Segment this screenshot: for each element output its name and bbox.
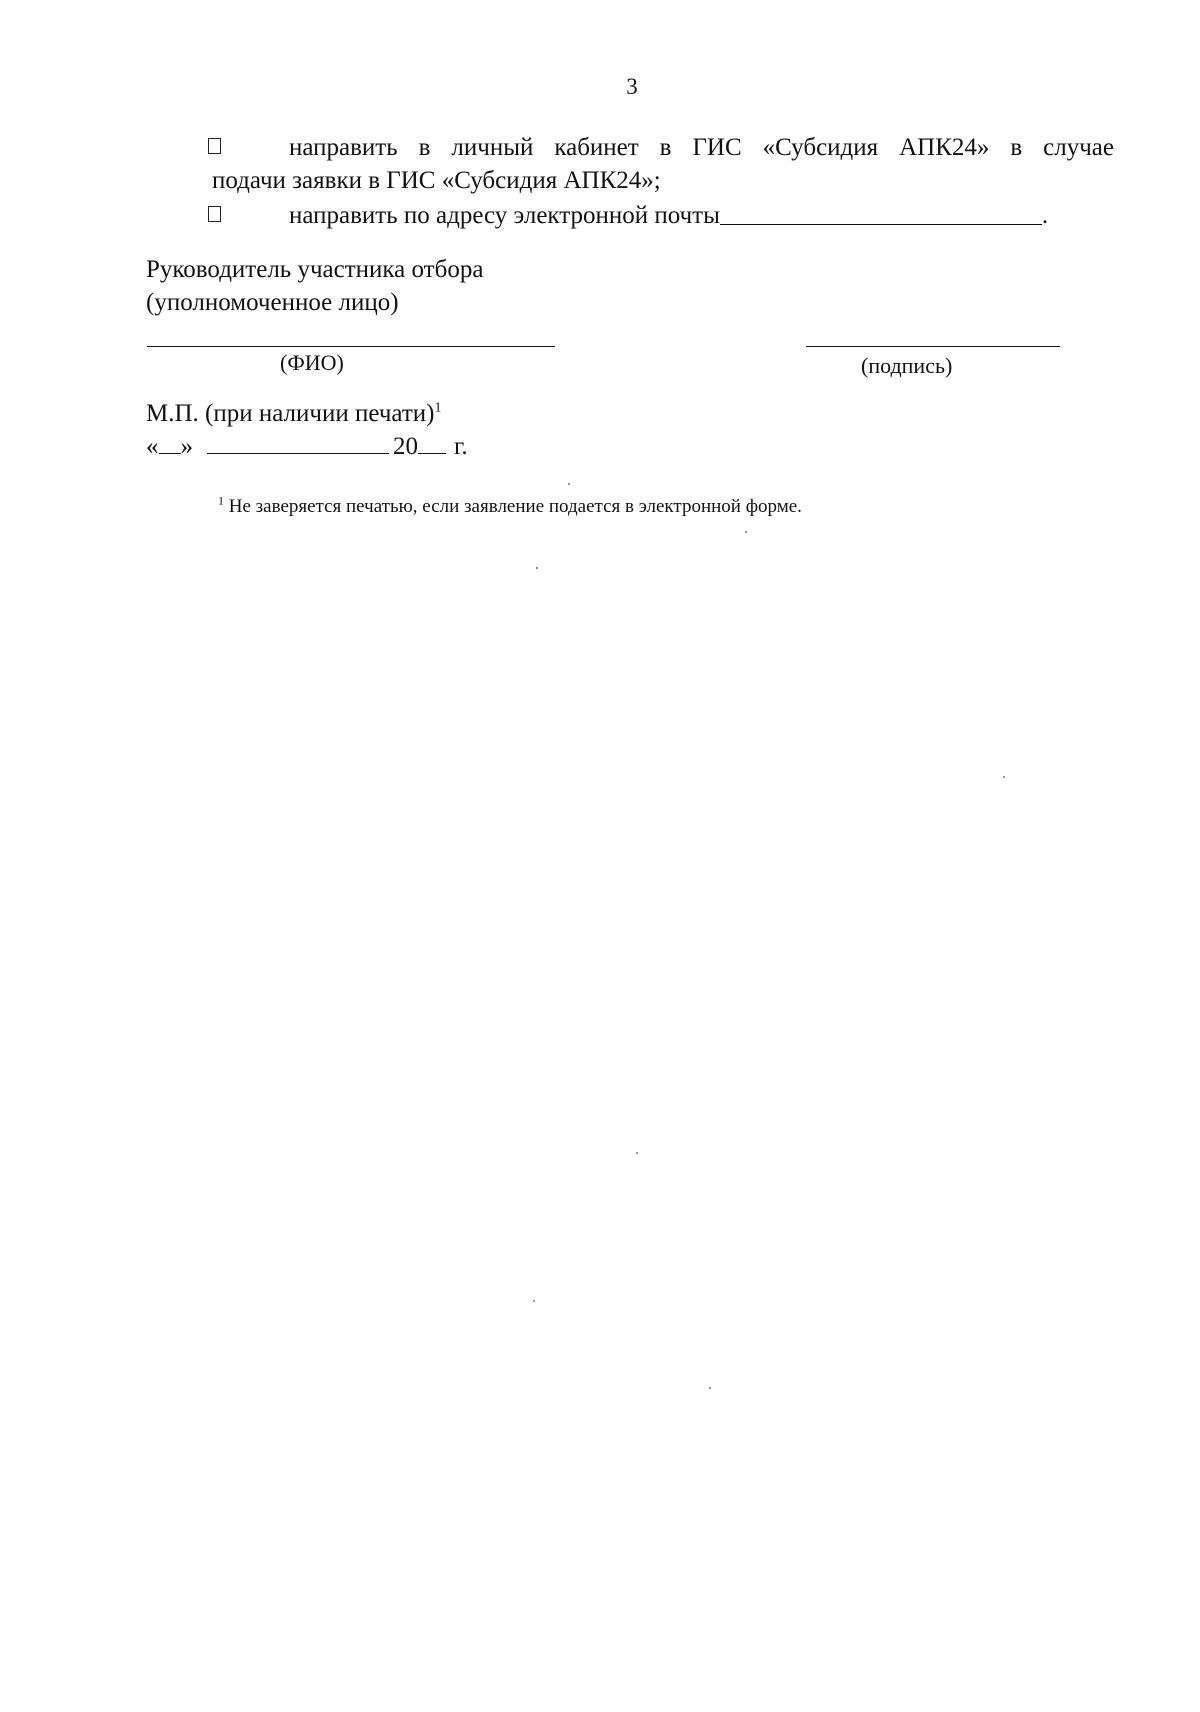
stamp-footnote-mark: 1 — [434, 400, 442, 416]
signatory-title — [146, 253, 483, 319]
signature-caption: (подпись) — [861, 353, 953, 378]
date-close-quote: » — [180, 433, 193, 460]
signatory-title-line2: (уполномоченное лицо) — [146, 289, 399, 316]
scan-speck — [636, 1152, 638, 1154]
scan-speck — [709, 1387, 711, 1389]
stamp-label: М.П. (при наличии печати) — [146, 400, 435, 427]
stamp-label-row — [146, 397, 442, 430]
footnote — [218, 493, 802, 518]
signatory-title-line1: Руководитель участника отбора — [146, 256, 484, 283]
fio-caption: (ФИО) — [280, 350, 344, 375]
checkbox-email[interactable] — [208, 206, 221, 222]
day-blank-field[interactable] — [159, 435, 181, 454]
scan-speck — [533, 1300, 535, 1302]
delivery-option-email — [146, 199, 1114, 232]
scan-speck — [568, 483, 570, 485]
option-email-row — [146, 199, 1114, 232]
scan-speck — [536, 567, 538, 569]
signature-blank-line[interactable] — [806, 346, 1060, 347]
scan-speck — [745, 531, 747, 533]
date-open-quote: « — [146, 433, 159, 460]
option-text-line2: подачи заявки в ГИС «Субсидия АПК24»; — [212, 167, 661, 194]
page-number: 3 — [626, 74, 638, 99]
footnote-text: Не заверяется печатью, если заявление подается в электронной форме. — [228, 496, 802, 517]
month-blank-field[interactable] — [207, 435, 389, 454]
email-blank-field[interactable] — [720, 200, 1042, 225]
option-text-line1: направить в личный кабинет в ГИС «Субсидия АПК24» в случае — [289, 134, 1114, 161]
option-email-label: направить по адресу электронной почты — [289, 202, 720, 229]
option-email-period: . — [1041, 202, 1049, 229]
checkbox-personal-account[interactable] — [208, 138, 221, 154]
year-suffix: г. — [454, 433, 468, 460]
date-row — [146, 430, 468, 463]
fio-blank-line[interactable] — [147, 346, 555, 347]
scan-speck — [1003, 776, 1005, 778]
delivery-option-personal-account — [146, 131, 1114, 197]
year-prefix: 20 — [393, 433, 418, 460]
footnote-mark: 1 — [218, 493, 224, 508]
year-blank-field[interactable] — [418, 435, 446, 454]
